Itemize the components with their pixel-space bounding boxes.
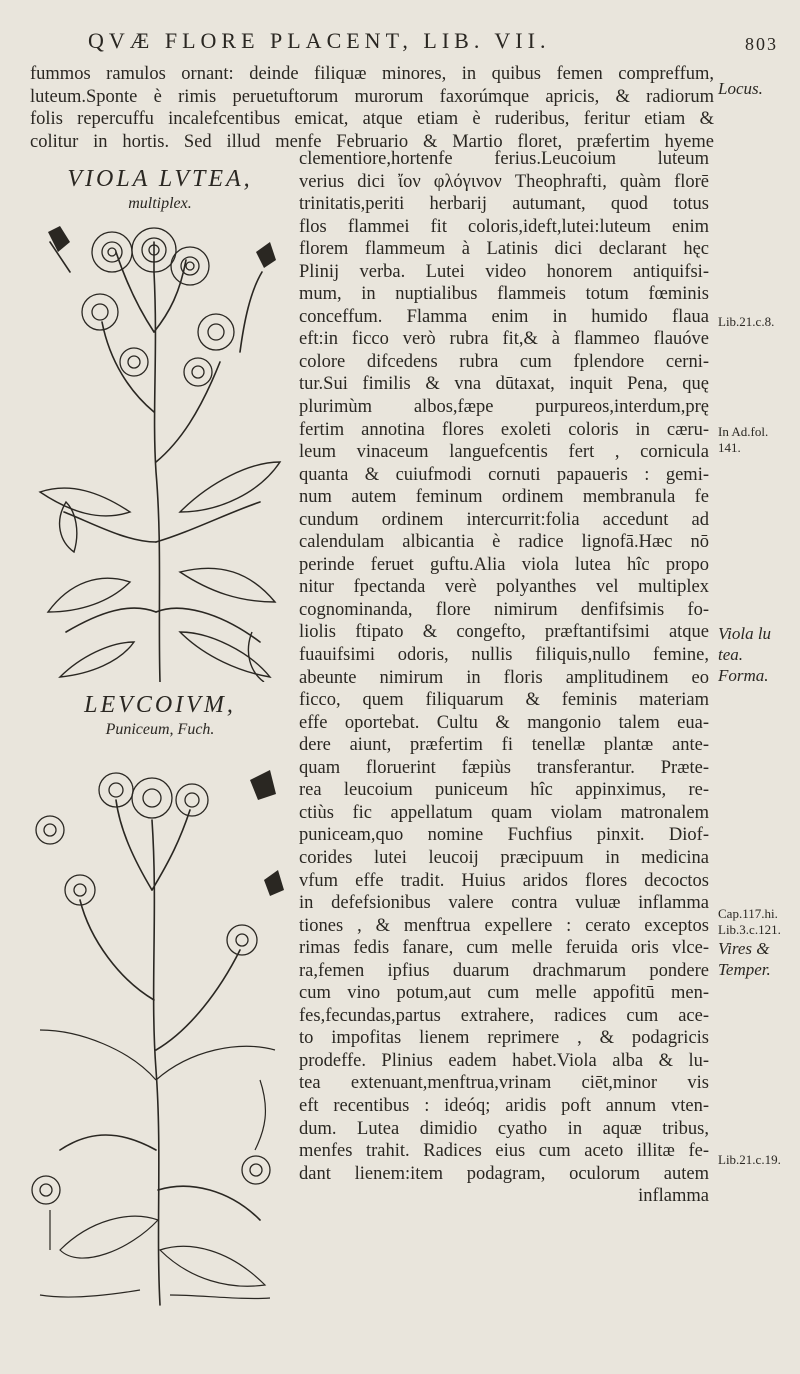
text-line: leum vinaceum languefcentis fert , cornicula — [299, 442, 709, 463]
text-line: tea extenuant,menftrua,vrinam ciēt,minor vis — [299, 1073, 709, 1094]
text-line: fuauifsimi odoris, nullis filiquis,nullo femine, — [299, 645, 709, 666]
margin-vires: Vires & — [718, 939, 770, 958]
text-line: rea leucoium puniceum hîc appinximus, re- — [299, 780, 709, 801]
margin-viola-2: tea. — [718, 645, 744, 664]
header-title: QVÆ FLORE PLACENT, LIB. VII. — [88, 28, 551, 53]
text-line: folis repercuffu incalefcentibus emicat, atque etiam è ruderibus, feritur etiam & — [30, 109, 714, 130]
text-line: vfum effe tradit. Huius aridos flores decoctos — [299, 870, 709, 891]
margin-note-lib21c8 — [718, 314, 798, 330]
text-line: tiones , & menftrua expellere : cerato exceptos — [299, 915, 709, 936]
text-line: fummos ramulos ornant: deinde filiquæ minores, in quibus femen compreffum, — [30, 64, 714, 84]
margin-viola-1: Viola lu — [718, 624, 772, 643]
text-line: colore difcedens rubra cum fplendore cerni- — [299, 351, 709, 372]
text-line: ficco, quem filiquarum & feminis materiam — [299, 690, 709, 711]
viola-caption-subtitle: multiplex. — [128, 195, 192, 212]
leucoium-caption-title: LEVCOIVM, — [84, 692, 236, 718]
text-line: colitur in hortis. Sed illud menfe Februario & Martio floret, præfertim hyeme — [30, 132, 714, 153]
main-column-text — [299, 148, 709, 1208]
text-line: ra,femen ipfius duarum drachmarum pondere — [299, 960, 709, 981]
text-line: fertim annotina flores exoleti coloris in cæru- — [299, 419, 709, 440]
margin-lib3: Lib.3.c.121. — [718, 922, 781, 937]
margin-in-ad-2: 141. — [718, 440, 741, 455]
text-line: prodeffe. Plinius eadem habet.Viola alba & lu- — [299, 1050, 709, 1071]
margin-note-vires — [718, 906, 798, 980]
text-line: dum. Lutea dimidio cyatho in aquæ tribus, — [299, 1118, 709, 1139]
text-line: dere aiunt, præfertim fi tenellæ plantæ ante- — [299, 735, 709, 756]
text-line: verius dici ἴον φλόγινον Theophrafti, quàm florē — [299, 171, 709, 192]
margin-temper: Temper. — [718, 960, 771, 979]
viola-caption-title: VIOLA LVTEA, — [67, 166, 253, 192]
text-line: eft recentibus : ideóq; aridis poft annum vten- — [299, 1095, 709, 1116]
text-line: plurimùm albos,fæpe purpureos,interdum,prę — [299, 397, 709, 418]
text-line: quam floruerint fæpiùs transferantur. Præte- — [299, 757, 709, 778]
text-line: tur.Sui fimilis & vna dūtaxat, inquit Pena, quę — [299, 374, 709, 395]
margin-in-ad-1: In Ad.fol. — [718, 424, 769, 439]
text-line: effe oportebat. Cultu & mangonio talem eua- — [299, 712, 709, 733]
leucoium-puniceum-illustration — [20, 750, 292, 1310]
text-line: flos flammei fit coloris,ideft,lutei:luteum enim — [299, 216, 709, 237]
viola-caption — [40, 166, 280, 213]
text-line: cum vino potum,aut cum melle appofitū men- — [299, 983, 709, 1004]
text-line: calendulam albicantia è radice lignofā.Hæc nō — [299, 532, 709, 553]
margin-lib21c19: Lib.21.c.19. — [718, 1152, 781, 1167]
text-line: cognominanda, flore nimirum denfifsimis fo- — [299, 599, 709, 620]
text-line: nitur fpectanda verè polyanthes vel multiplex — [299, 577, 709, 598]
page-number: 803 — [745, 34, 778, 54]
text-line: fes,fecundas,partus extrahere, radices cum ace- — [299, 1005, 709, 1026]
top-paragraph — [30, 63, 714, 154]
text-line: trinitatis,periti herbarij autumant, quod totus — [299, 194, 709, 215]
text-line: rimas fedis fanare, cum melle feruida oris vlce- — [299, 938, 709, 959]
text-line: dant lienem:item podagram, oculorum autem — [299, 1163, 709, 1184]
text-line: Plinij verba. Lutei video honorem antiquifsi- — [299, 261, 709, 282]
text-line: clementiore,hortenfe ferius.Leucoium luteum — [299, 149, 709, 169]
text-line: ctiùs fic appellatum quam violam matronalem — [299, 802, 709, 823]
leucoium-caption-subtitle: Puniceum, Fuch. — [105, 721, 215, 738]
text-line: luteum.Sponte è rimis peruetuftorum murorum faxorúmque apricis, & radiorum — [30, 86, 714, 107]
text-line-catchword: inflamma — [638, 1186, 709, 1207]
margin-note-viola — [718, 623, 798, 686]
text-line: conceffum. Flamma enim in humido flaua — [299, 306, 709, 327]
leucoium-caption — [40, 692, 280, 739]
text-line: to impofitas lienem reprimere , & podagricis — [299, 1028, 709, 1049]
text-line: in defefsionibus valere contra vuluæ inflamma — [299, 893, 709, 914]
text-line: puniceam,quo nomine Fuchfius pinxit. Diof- — [299, 825, 709, 846]
text-line: quanta & cuiufmodi cornuti papaueris : gemi- — [299, 464, 709, 485]
running-header — [88, 28, 778, 62]
text-line: menfes trahit. Radices eius cum aceto illitæ fe- — [299, 1141, 709, 1162]
margin-note-locus — [718, 78, 798, 99]
text-line: liolis ftipato & congefto, præftantifsimi atque — [299, 622, 709, 643]
text-line: abeunte nimirum in floris amplitudinem eo — [299, 667, 709, 688]
text-line: florem flammeum à Latinis dici declarant hęc — [299, 239, 709, 260]
text-line: perinde feruet guftu.Alia viola lutea hîc propo — [299, 554, 709, 575]
text-line: eft:in ficco verò rubra fit,& à flammeo flauóve — [299, 329, 709, 350]
margin-locus: Locus. — [718, 79, 763, 98]
text-line: cundum ordinem intercurrit:folia accedunt ad — [299, 509, 709, 530]
margin-cap117: Cap.117.hi. — [718, 906, 778, 921]
text-line: num autem feminum ordinem membranula fe — [299, 487, 709, 508]
margin-note-in-ad — [718, 424, 798, 456]
text-line: mum, in nuptialibus flammeis totum fœminis — [299, 284, 709, 305]
text-line: corides lutei leucoij præcipuum in medicina — [299, 847, 709, 868]
margin-lib21c8: Lib.21.c.8. — [718, 314, 775, 329]
margin-note-lib21c19 — [718, 1152, 798, 1168]
viola-lutea-illustration — [30, 212, 292, 682]
margin-forma: Forma. — [718, 666, 769, 685]
